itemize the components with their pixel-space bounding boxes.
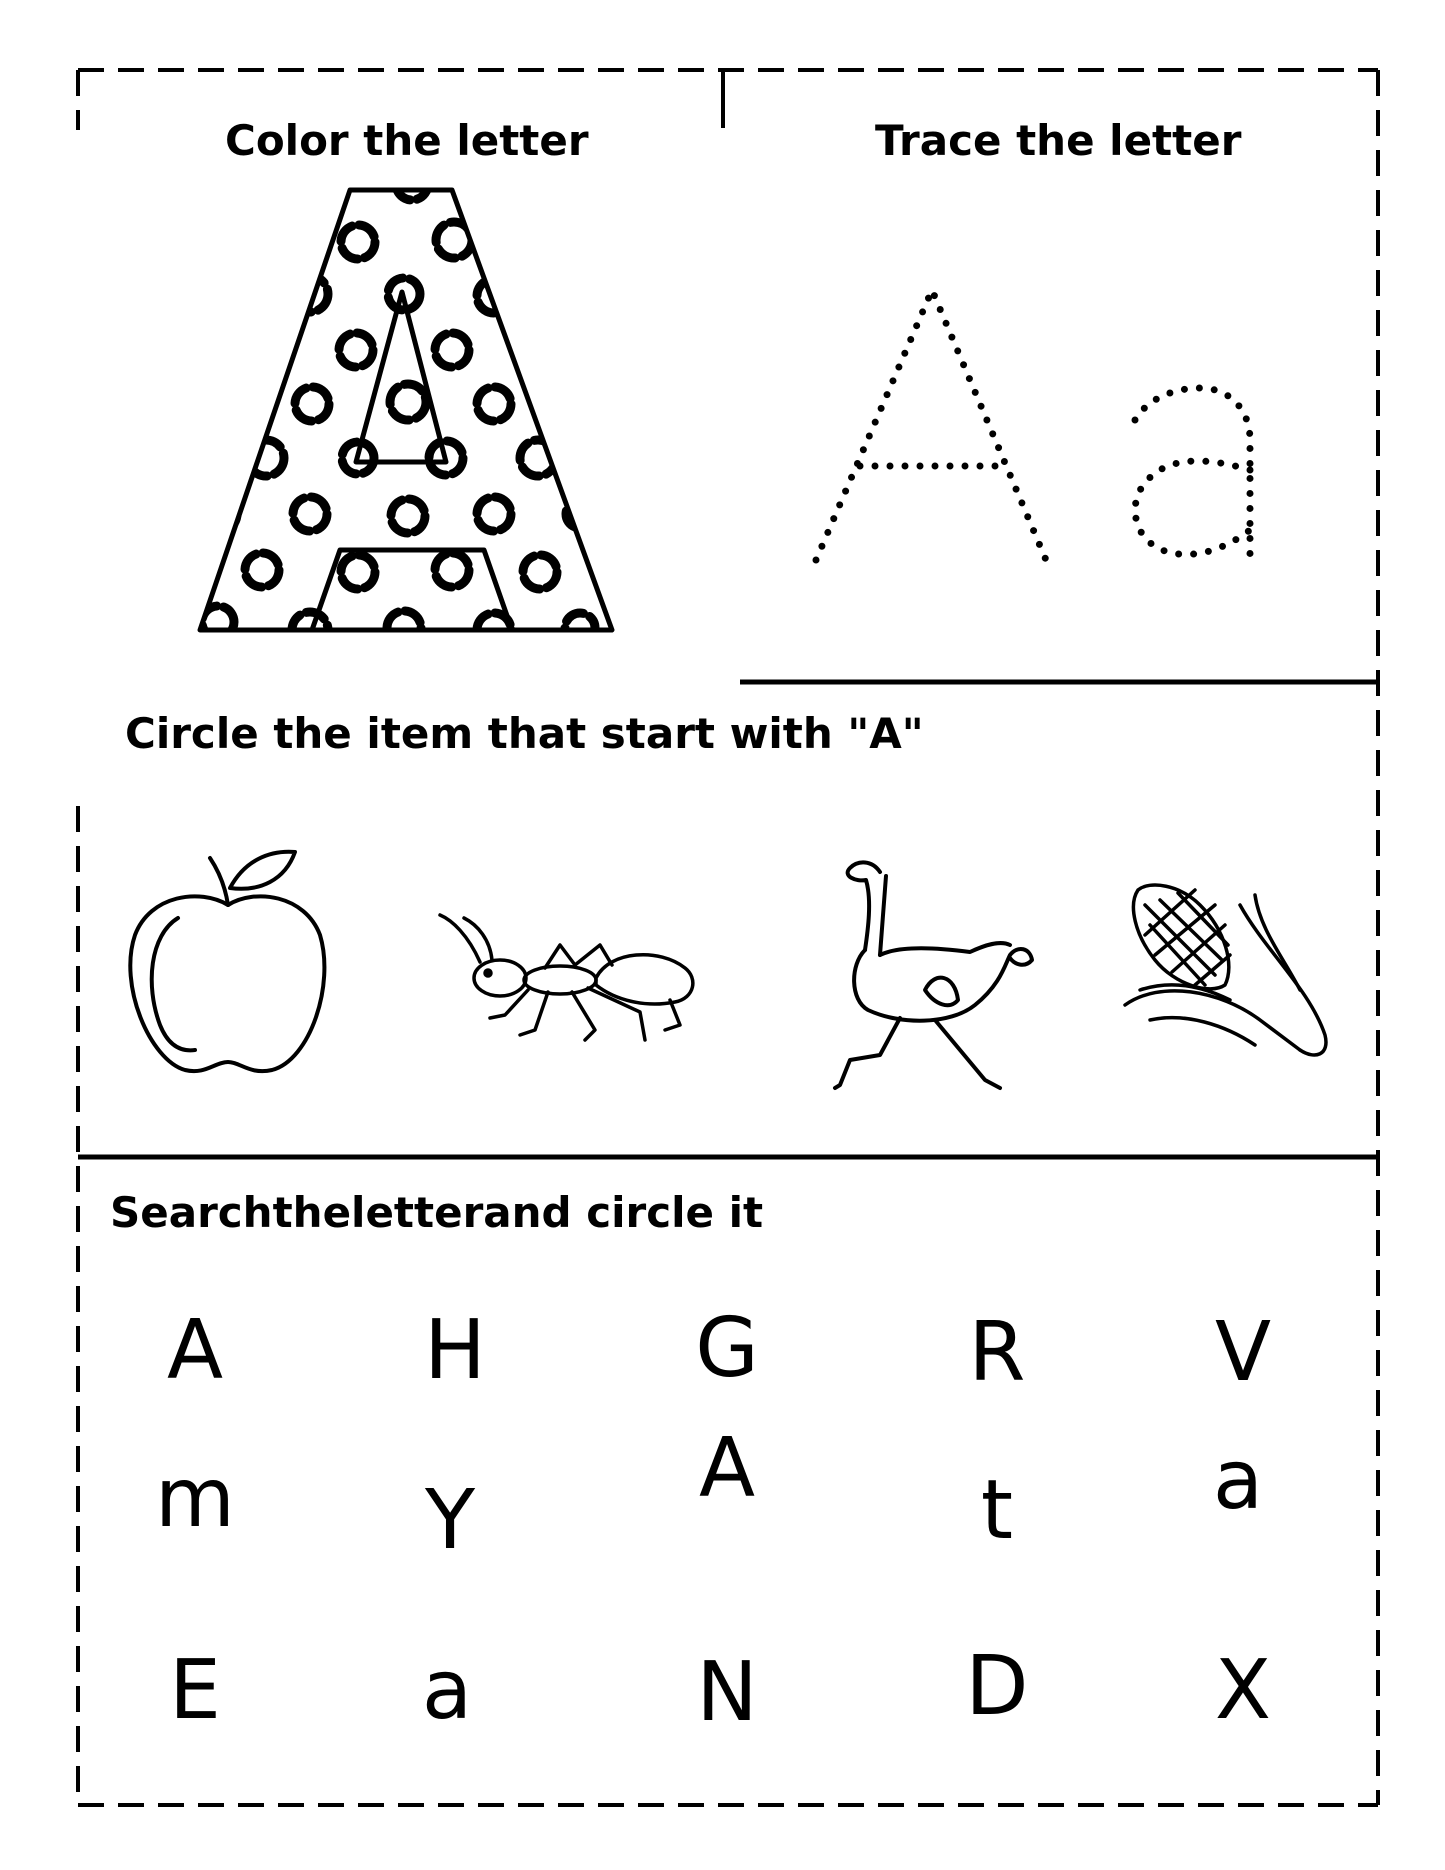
search-section-heading: Searchtheletterand circle it — [110, 1188, 764, 1237]
corn-icon — [1125, 885, 1326, 1055]
trace-letters — [816, 290, 1250, 560]
search-letter[interactable]: A — [698, 1421, 756, 1516]
search-letter[interactable]: E — [169, 1643, 221, 1738]
search-letter[interactable]: a — [421, 1643, 473, 1738]
search-letter[interactable]: A — [166, 1303, 224, 1398]
search-letter[interactable]: m — [155, 1451, 235, 1546]
search-letter[interactable]: Y — [424, 1473, 476, 1568]
search-letter[interactable]: a — [1212, 1433, 1264, 1528]
search-letter[interactable]: N — [696, 1645, 758, 1740]
trace-uppercase-a — [816, 290, 1046, 560]
search-letter[interactable]: H — [424, 1303, 486, 1398]
circle-section-heading: Circle the item that start with "A" — [125, 709, 924, 758]
search-letter[interactable]: t — [980, 1463, 1014, 1558]
trace-lowercase-a — [1135, 388, 1250, 560]
search-letter[interactable]: V — [1214, 1305, 1272, 1400]
apple-icon — [130, 852, 324, 1071]
search-letter[interactable]: D — [965, 1639, 1029, 1734]
search-letter[interactable]: G — [695, 1301, 759, 1396]
ostrich-icon — [835, 862, 1032, 1088]
trace-section-heading: Trace the letter — [875, 116, 1242, 165]
letter-a-coloring — [200, 168, 631, 648]
search-letter[interactable]: X — [1214, 1643, 1272, 1738]
ant-icon — [440, 915, 693, 1040]
color-section-heading: Color the letter — [225, 116, 589, 165]
search-letter[interactable]: R — [968, 1305, 1026, 1400]
worksheet-border — [78, 70, 1378, 1805]
leopard-spots — [202, 168, 631, 648]
